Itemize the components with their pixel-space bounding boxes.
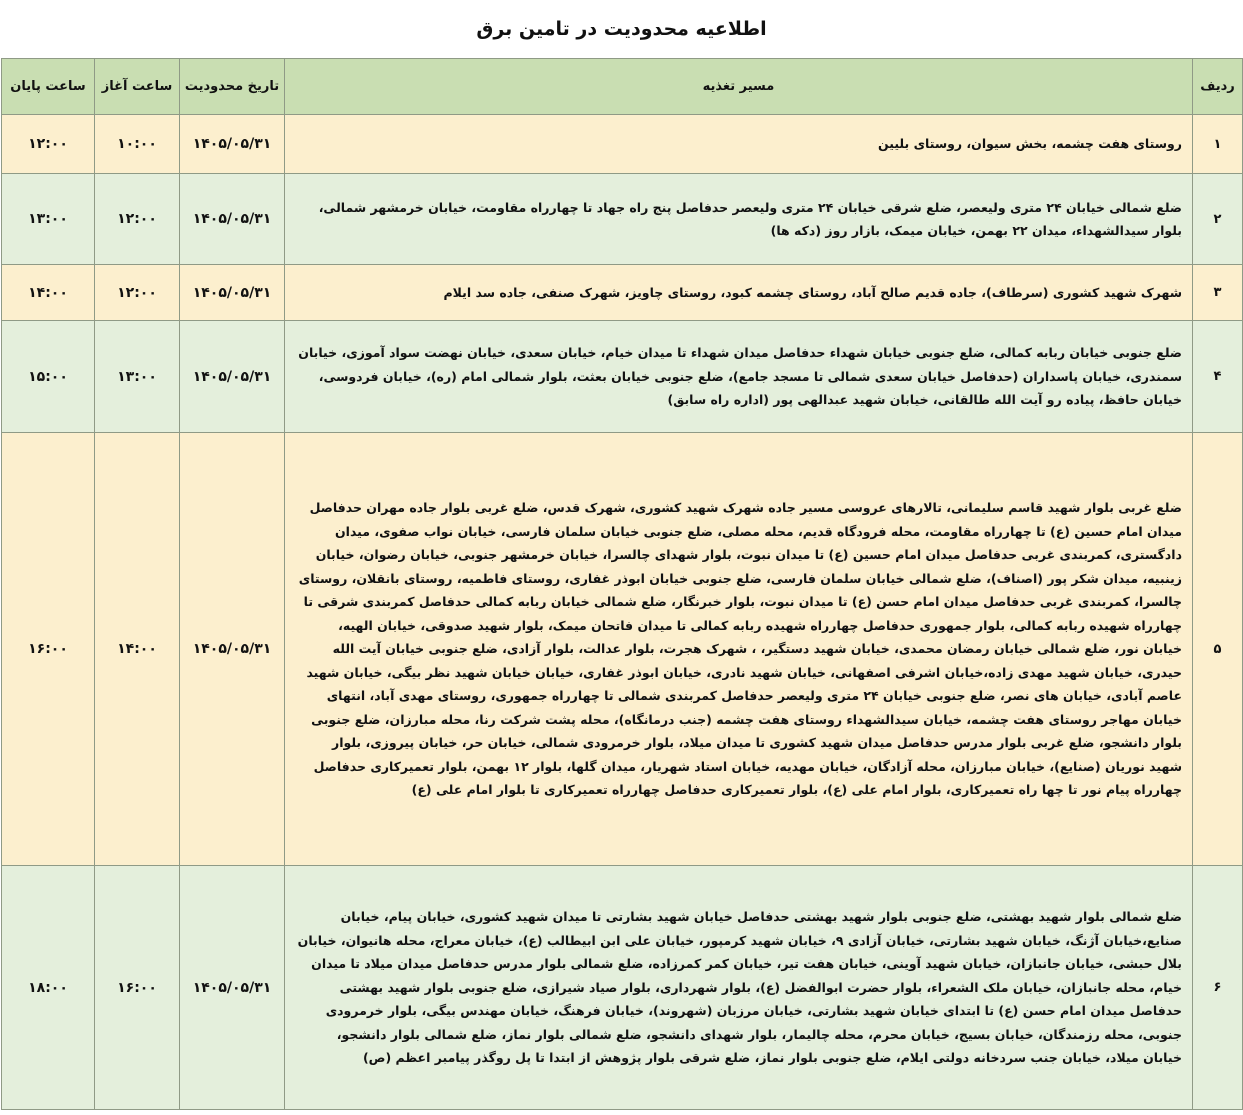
- row-number-cell: ۴: [1193, 321, 1243, 433]
- start-time-cell: ۱۰:۰۰: [95, 115, 180, 174]
- table-row: [2, 265, 1243, 321]
- end-time-cell: ۱۸:۰۰: [2, 866, 95, 1110]
- end-time-cell: ۱۶:۰۰: [2, 433, 95, 866]
- date-cell: ۱۴۰۵/۰۵/۳۱: [180, 321, 285, 433]
- date-cell: ۱۴۰۵/۰۵/۳۱: [180, 265, 285, 321]
- start-time-cell: ۱۴:۰۰: [95, 433, 180, 866]
- row-number-cell: ۲: [1193, 174, 1243, 265]
- route-cell: ضلع شمالی خیابان ۲۴ متری ولیعصر، ضلع شرقی خیابان ۲۴ متری ولیعصر حدفاصل پنج راه جهاد تا چهارراه مقاومت، خیابان خرمشهر شمالی، بلوار سیدالشهداء، میدان ۲۲ بهمن، خیابان میمک، بازار روز (دکه ها): [285, 174, 1193, 265]
- header-start-time: ساعت آغاز: [95, 59, 180, 115]
- table-row: [2, 115, 1243, 174]
- table-row: [2, 866, 1243, 1110]
- header-row-number: ردیف: [1193, 59, 1243, 115]
- start-time-cell: ۱۲:۰۰: [95, 265, 180, 321]
- start-time-cell: ۱۶:۰۰: [95, 866, 180, 1110]
- row-number-cell: ۱: [1193, 115, 1243, 174]
- route-cell: شهرک شهید کشوری (سرطاف)، جاده قدیم صالح آباد، روستای چشمه کبود، روستای چاویز، شهرک صنفی، جاده سد ایلام: [285, 265, 1193, 321]
- end-time-cell: ۱۳:۰۰: [2, 174, 95, 265]
- row-number-cell: ۳: [1193, 265, 1243, 321]
- end-time-cell: ۱۵:۰۰: [2, 321, 95, 433]
- table-row: [2, 321, 1243, 433]
- date-cell: ۱۴۰۵/۰۵/۳۱: [180, 115, 285, 174]
- date-cell: ۱۴۰۵/۰۵/۳۱: [180, 866, 285, 1110]
- start-time-cell: ۱۳:۰۰: [95, 321, 180, 433]
- header-date: تاریخ محدودیت: [180, 59, 285, 115]
- route-cell: ضلع شمالی بلوار شهید بهشتی، ضلع جنوبی بلوار شهید بهشتی حدفاصل خیابان شهید بشارتی تا میدان شهید کشوری، خیابان پیام، خیابان صنایع،خیابان آژنگ، خیابان شهید بشارتی، خیابان آزادی ۹، خیابان شهید کرمپور، خیابان علی ابن ابیطالب (ع)، خیابان معراج، محله هانیوان، خیابان بلال حبشی، خیابان جانبازان، خیابان شهید آوینی، خیابان هفت تیر، خیابان کمر کمرزاده، ضلع شمالی بلوار مدرس حدفاصل میدان میلاد تا میدان خیام، محله جانبازان، خیابان ملک الشعراء، بلوار حضرت ابوالفضل (ع)، بلوار شهرداری، بلوار صیاد شیرازی، ضلع جنوبی بلوار شهید بهشتی حدفاصل میدان امام حسن (ع) تا ابتدای خیابان شهید بشارتی، خیابان مرزبان (شهروند)، خیابان فرهنگ، خیابان مهندس بیگی، بلوار خرمرودی جنوبی، محله رزمندگان، خیابان بسیج، خیابان محرم، محله چالیمار، بلوار شهدای دانشجو، ضلع شمالی بلوار نماز، ضلع شمالی بلوار دانشجو، خیابان میلاد، خیابان جنب سردخانه دولتی ایلام، ضلع جنوبی بلوار نماز، ضلع شرقی بلوار پژوهش از ابتدا تا پل روگذر پیامبر اعظم (ص): [285, 866, 1193, 1110]
- end-time-cell: ۱۲:۰۰: [2, 115, 95, 174]
- table-row: [2, 433, 1243, 866]
- start-time-cell: ۱۲:۰۰: [95, 174, 180, 265]
- table-row: [2, 174, 1243, 265]
- date-cell: ۱۴۰۵/۰۵/۳۱: [180, 433, 285, 866]
- row-number-cell: ۶: [1193, 866, 1243, 1110]
- route-cell: ضلع جنوبی خیابان ربابه کمالی، ضلع جنوبی خیابان شهداء حدفاصل میدان شهداء تا میدان خیام، خیابان سعدی، خیابان نهضت سواد آموزی، خیابان سمندری، خیابان پاسداران (حدفاصل خیابان سعدی شمالی تا مسجد جامع)، ضلع جنوبی خیابان بعثت، بلوار شمالی امام (ره)، خیابان فردوسی، خیابان حافظ، پیاده رو آیت الله طالقانی، خیابان شهید عبدالهی پور (اداره راه سابق): [285, 321, 1193, 433]
- route-cell: روستای هفت چشمه، بخش سیوان، روستای بلیین: [285, 115, 1193, 174]
- route-cell: ضلع غربی بلوار شهید قاسم سلیمانی، تالارهای عروسی مسیر جاده شهرک شهید کشوری، شهرک قدس، ضلع غربی بلوار جاده مهران حدفاصل میدان امام حسین (ع) تا چهارراه مقاومت، محله فرودگاه قدیم، محله مصلی، ضلع جنوبی خیابان سلمان فارسی، خیابان نواب صفوی، میدان دادگستری، کمربندی غربی حدفاصل میدان امام حسین (ع) تا میدان نبوت، بلوار شهدای چالسرا، خیابان خرمشهر جنوبی، خیابان رضوان، خیابان زینبیه، میدان شکر پور (اصناف)، ضلع شمالی خیابان سلمان فارسی، ضلع جنوبی خیابان ابوذر غفاری، روستای فاطمیه، روستای بانقلان، روستای چالسرا، کمربندی غربی حدفاصل میدان امام حسن (ع) تا میدان نبوت، بلوار خبرنگار، ضلع شمالی خیابان ربابه کمالی حدفاصل کمربندی شرقی تا چهارراه شهیده ربابه کمالی، بلوار جمهوری حدفاصل چهارراه شهیده ربابه کمالی تا میدان فاتحان میمک، بلوار شهید صدوقی، خیابان الهیه، خیابان نور، ضلع شمالی خیابان رمضان محمدی، خیابان شهید دستگیر، ، شهرک هجرت، بلوار عدالت، بلوار آزادی، ضلع جنوبی خیابان آیت الله حیدری، خیابان شهید مهدی زاده،خیابان اشرفی اصفهانی، خیابان شهید نادری، خیابان ابوذر غفاری، خیابان خیابان شهید نظر بیگی، خیابان شهید عاصم آبادی، خیابان های نصر، ضلع جنوبی خیابان ۲۴ متری ولیعصر حدفاصل کمربندی شمالی تا چهارراه جمهوری، روستای مهدی آباد، انتهای خیابان مهاجر روستای هفت چشمه، خیابان سیدالشهداء روستای هفت چشمه (جنب درمانگاه)، محله پشت شرکت رنا، محله مبارزان، ضلع جنوبی بلوار دانشجو، ضلع غربی بلوار مدرس حدفاصل میدان شهید کشوری تا میدان میلاد، بلوار خرمرودی شمالی، خیابان حر، خیابان پیروزی، بلوار شهید نوریان (صنایع)، خیابان مبارزان، محله آزادگان، خیابان مهدیه، خیابان استاد شهریار، میدان گلها، بلوار ۱۲ بهمن، بلوار تعمیرکاری حدفاصل چهارراه پیام نور تا چها راه تعمیرکاری، بلوار امام علی (ع)، بلوار تعمیرکاری حدفاصل چهارراه تعمیرکاری تا بلوار امام علی (ع): [285, 433, 1193, 866]
- date-cell: ۱۴۰۵/۰۵/۳۱: [180, 174, 285, 265]
- end-time-cell: ۱۴:۰۰: [2, 265, 95, 321]
- page-title: اطلاعیه محدودیت در تامین برق: [476, 18, 767, 40]
- row-number-cell: ۵: [1193, 433, 1243, 866]
- table-header-row: [2, 59, 1243, 115]
- outage-table: [1, 58, 1243, 1110]
- header-end-time: ساعت پایان: [2, 59, 95, 115]
- header-route: مسیر تغذیه: [285, 59, 1193, 115]
